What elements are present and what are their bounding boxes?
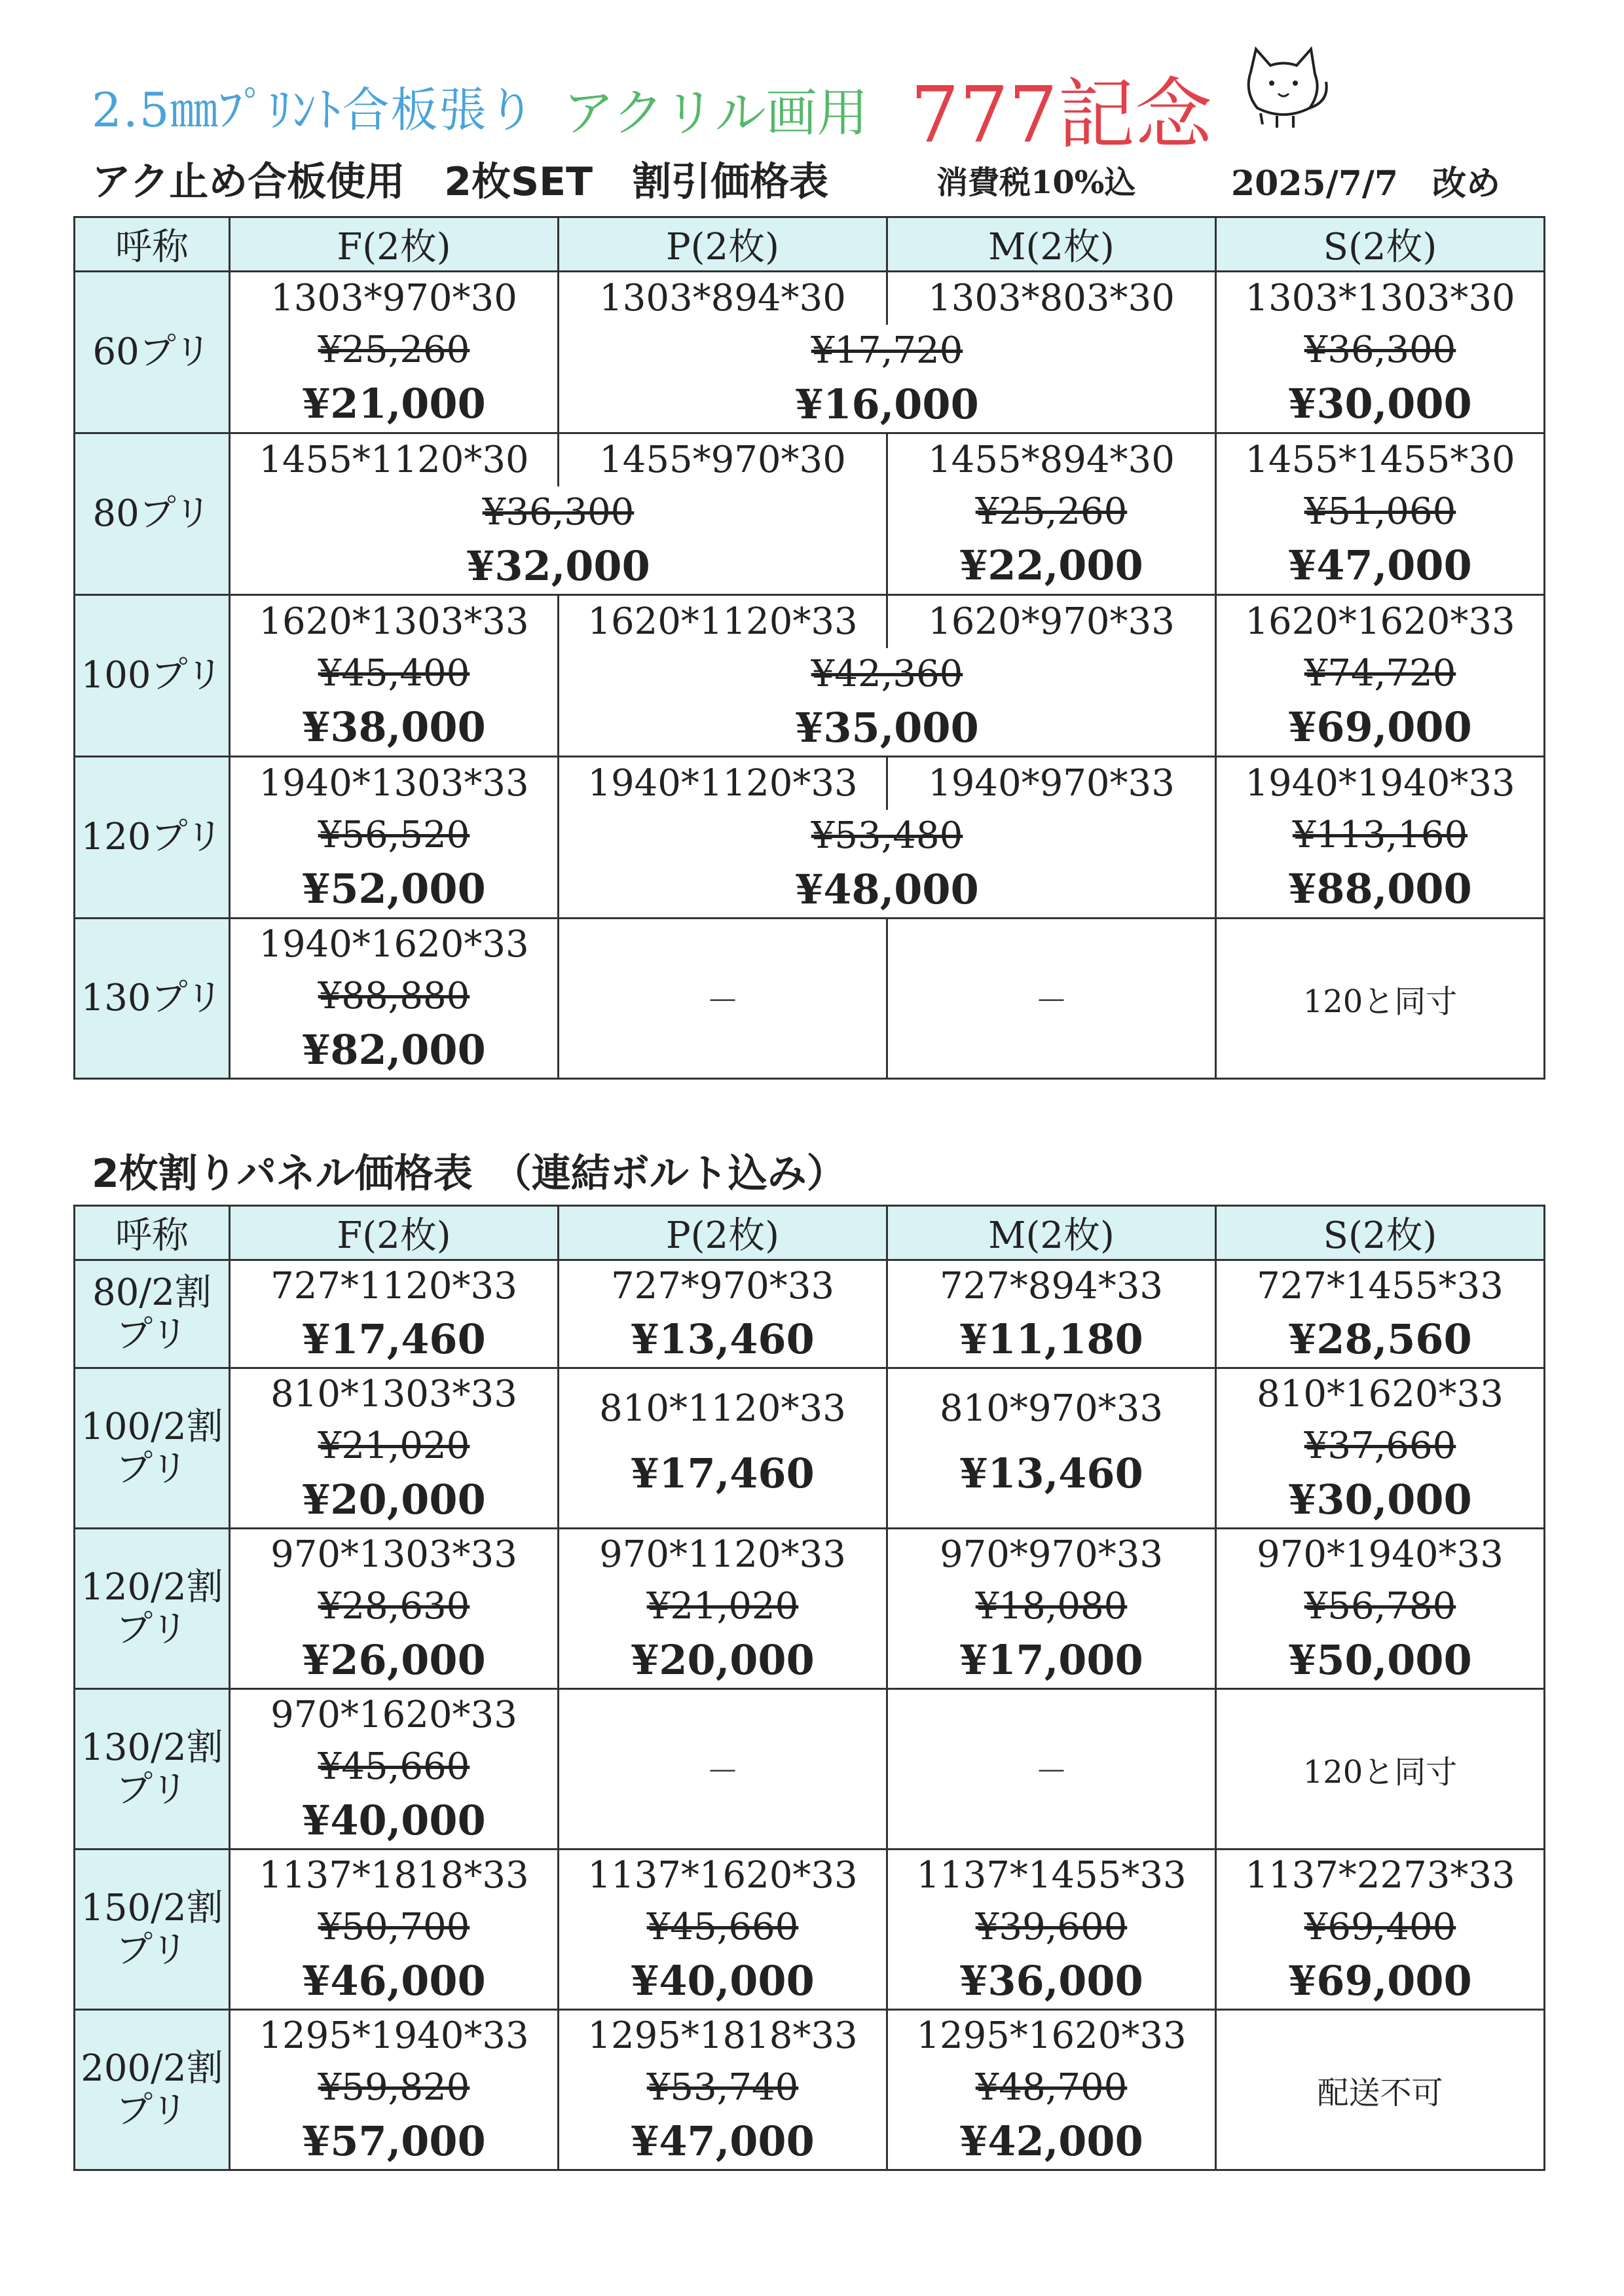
header-p: P(2枚) (559, 217, 887, 272)
cell-s (1216, 1260, 1545, 1368)
cell-s (1216, 1850, 1545, 2010)
cell-m-size (887, 272, 1216, 325)
sale-price: ¥35,000 (795, 704, 979, 752)
cell-p (559, 1850, 887, 2010)
row-name-line: プリ (116, 1313, 188, 1356)
cell-s (1216, 1368, 1545, 1529)
title-print-plywood: 2.5㎜ﾌﾟﾘﾝﾄ合板張り (92, 82, 536, 137)
size: 1620*1303*33 (259, 600, 529, 643)
old-price: ¥48,700 (975, 2066, 1128, 2109)
cell-f (230, 1529, 559, 1689)
header-name: 呼称 (75, 217, 230, 272)
row-name (75, 1689, 230, 1850)
old-price: ¥74,720 (1304, 652, 1456, 695)
header-p: P(2枚) (559, 1206, 887, 1260)
cell-p (559, 1529, 887, 1689)
old-price: ¥39,600 (975, 1906, 1128, 1948)
table-row (75, 433, 1545, 487)
cell-pm-price (559, 648, 1216, 757)
size: 1303*970*30 (270, 277, 517, 319)
cell-s-note: 120と同寸 (1216, 919, 1545, 1079)
sale-price: ¥36,000 (959, 1957, 1143, 2005)
sale-price: ¥50,000 (1288, 1636, 1472, 1684)
sale-price: ¥40,000 (302, 1796, 486, 1844)
cell-p-size (559, 757, 887, 811)
size: 970*1940*33 (1257, 1533, 1504, 1576)
sale-price: ¥38,000 (302, 703, 486, 751)
sale-price: ¥88,000 (1288, 865, 1472, 913)
old-price: ¥25,260 (975, 490, 1128, 533)
sale-price: ¥17,460 (631, 1449, 815, 1497)
price-table-2set (73, 216, 1545, 1080)
old-price: ¥113,160 (1292, 814, 1468, 856)
sale-price: ¥30,000 (1288, 1476, 1472, 1523)
old-price: ¥36,300 (482, 491, 635, 534)
old-price: ¥21,020 (646, 1585, 799, 1628)
row-name-line: プリ (116, 1929, 188, 1971)
size: 727*970*33 (610, 1265, 835, 1307)
cell-f (230, 595, 559, 757)
size: 1455*1455*30 (1245, 439, 1515, 481)
cell-p (559, 1260, 887, 1368)
size: 810*1303*33 (270, 1373, 517, 1415)
size: 1620*1620*33 (1245, 600, 1515, 643)
cell-s (1216, 595, 1545, 757)
size: 970*1120*33 (599, 1533, 846, 1576)
old-price: ¥17,720 (811, 329, 963, 372)
cell-fp-price (230, 486, 887, 595)
size: 1295*1620*33 (916, 2014, 1187, 2057)
size: 970*970*33 (939, 1533, 1164, 1576)
cell-s (1216, 757, 1545, 919)
cell-m-na: － (887, 919, 1216, 1079)
row-name (75, 1850, 230, 2010)
cell-m-size (887, 757, 1216, 811)
size: 1940*1940*33 (1245, 762, 1515, 805)
old-price: ¥56,780 (1304, 1585, 1456, 1628)
cell-m (887, 2010, 1216, 2170)
sale-price: ¥47,000 (1288, 541, 1472, 589)
sale-price: ¥17,000 (959, 1636, 1143, 1684)
header-m: M(2枚) (887, 1206, 1216, 1260)
size: 727*894*33 (939, 1265, 1164, 1307)
cell-s (1216, 272, 1545, 433)
old-price: ¥37,660 (1304, 1425, 1456, 1467)
row-name-line: 130/2割 (81, 1726, 223, 1769)
size: 1137*2273*33 (1245, 1854, 1515, 1897)
cell-s (1216, 433, 1545, 595)
cell-f (230, 1689, 559, 1850)
size: 1303*894*30 (599, 277, 846, 319)
size: 1137*1455*33 (916, 1854, 1187, 1897)
cell-p-size (559, 595, 887, 649)
cell-p (559, 1368, 887, 1529)
row-name-line: プリ (116, 2089, 188, 2132)
row-name: 100プリ (75, 595, 230, 757)
cell-s (1216, 1529, 1545, 1689)
size: 1303*803*30 (928, 277, 1175, 319)
table-row (75, 1850, 1545, 2010)
size: 1455*1120*30 (259, 439, 529, 481)
sale-price: ¥28,560 (1288, 1315, 1472, 1363)
row-name-line: 80/2割 (92, 1271, 212, 1314)
sale-price: ¥46,000 (302, 1957, 486, 2005)
cat-icon (1231, 36, 1336, 134)
sale-price: ¥30,000 (1288, 380, 1472, 428)
tax-note: 消費税10%込 (936, 164, 1136, 201)
sale-price: ¥82,000 (302, 1026, 486, 1074)
size: 970*1303*33 (270, 1533, 517, 1576)
old-price: ¥45,400 (318, 652, 470, 695)
cell-p (559, 2010, 887, 2170)
size: 1137*1620*33 (587, 1854, 858, 1897)
row-name-line: 120/2割 (81, 1566, 223, 1609)
old-price: ¥50,700 (318, 1906, 470, 1948)
old-price: ¥59,820 (318, 2066, 470, 2109)
header-name: 呼称 (75, 1206, 230, 1260)
size: 1137*1818*33 (259, 1854, 529, 1897)
cell-f (230, 1260, 559, 1368)
cell-f (230, 1850, 559, 2010)
sale-price: ¥69,000 (1288, 703, 1472, 751)
sale-price: ¥16,000 (795, 380, 979, 428)
cell-m (887, 433, 1216, 595)
row-name-line: プリ (116, 1448, 188, 1490)
table1-title: アク止め合板使用 2枚SET 割引価格表 (92, 159, 829, 205)
row-name: 80プリ (75, 433, 230, 595)
size: 1455*970*30 (599, 439, 846, 481)
sale-price: ¥40,000 (631, 1957, 815, 2005)
cell-pm-price (559, 810, 1216, 919)
old-price: ¥51,060 (1304, 490, 1456, 533)
sale-price: ¥13,460 (959, 1449, 1143, 1497)
sale-price: ¥26,000 (302, 1636, 486, 1684)
sale-price: ¥42,000 (959, 2117, 1143, 2165)
cell-m (887, 1850, 1216, 2010)
row-name (75, 1368, 230, 1529)
revision-date: 2025/7/7 改め (1231, 164, 1501, 204)
old-price: ¥25,260 (318, 329, 470, 371)
cell-s-note: 配送不可 (1216, 2010, 1545, 2170)
row-name-line: 150/2割 (81, 1887, 223, 1929)
size: 1295*1818*33 (587, 2014, 858, 2057)
size: 1940*970*33 (928, 762, 1175, 805)
header-s: S(2枚) (1216, 217, 1545, 272)
cell-m-na: － (887, 1689, 1216, 1850)
sale-price: ¥22,000 (959, 541, 1143, 589)
cell-f (230, 757, 559, 919)
sale-price: ¥20,000 (302, 1476, 486, 1523)
header-s: S(2枚) (1216, 1206, 1545, 1260)
title-line (92, 52, 1401, 160)
old-price: ¥45,660 (318, 1745, 470, 1788)
size: 727*1120*33 (270, 1265, 517, 1307)
old-price: ¥53,740 (646, 2066, 799, 2109)
old-price: ¥88,880 (318, 975, 470, 1017)
cell-m (887, 1368, 1216, 1529)
size: 810*1620*33 (1257, 1373, 1504, 1415)
cell-f (230, 919, 559, 1079)
old-price: ¥56,520 (318, 814, 470, 856)
old-price: ¥53,480 (811, 814, 963, 857)
title-777-commemoration: 777記念 (910, 69, 1213, 160)
row-name-line: プリ (116, 1608, 188, 1650)
price-table-split-panel (73, 1205, 1545, 2171)
sale-price: ¥11,180 (959, 1315, 1143, 1363)
cell-f (230, 1368, 559, 1529)
cell-f (230, 2010, 559, 2170)
sale-price: ¥21,000 (302, 380, 486, 428)
row-name-line: プリ (116, 1768, 188, 1811)
table2-title: 2枚割りパネル価格表 （連結ボルト込み） (92, 1151, 846, 1197)
table-row (75, 1689, 1545, 1850)
header-f: F(2枚) (230, 1206, 559, 1260)
cell-pm-price (559, 325, 1216, 433)
old-price: ¥42,360 (811, 653, 963, 695)
cell-p-na: － (559, 1689, 887, 1850)
old-price: ¥45,660 (646, 1906, 799, 1948)
size: 1940*1303*33 (259, 762, 529, 805)
size: 1455*894*30 (928, 439, 1175, 481)
size: 1620*1120*33 (587, 600, 858, 643)
old-price: ¥28,630 (318, 1585, 470, 1628)
cell-m (887, 1260, 1216, 1368)
cell-p-size (559, 433, 887, 487)
table-row (75, 2010, 1545, 2170)
size: 810*970*33 (939, 1387, 1164, 1430)
sale-price: ¥17,460 (302, 1315, 486, 1363)
size: 1940*1120*33 (587, 762, 858, 805)
cell-m-size (887, 595, 1216, 649)
row-name (75, 2010, 230, 2170)
size: 1940*1620*33 (259, 923, 529, 966)
cell-f (230, 272, 559, 433)
row-name-line: 100/2割 (81, 1406, 223, 1448)
sale-price: ¥69,000 (1288, 1957, 1472, 2005)
sale-price: ¥32,000 (466, 542, 650, 590)
cell-p-size (559, 272, 887, 325)
row-name (75, 1260, 230, 1368)
table-row (75, 272, 1545, 325)
table-row (75, 595, 1545, 649)
size: 1620*970*33 (928, 600, 1175, 643)
size: 970*1620*33 (270, 1694, 517, 1736)
old-price: ¥21,020 (318, 1425, 470, 1467)
table-row (75, 1529, 1545, 1689)
size: 1295*1940*33 (259, 2014, 529, 2057)
table-row (75, 1260, 1545, 1368)
row-name: 120プリ (75, 757, 230, 919)
table-row (75, 757, 1545, 811)
header-f: F(2枚) (230, 217, 559, 272)
size: 810*1120*33 (599, 1387, 846, 1430)
row-name: 60プリ (75, 272, 230, 433)
row-name: 130プリ (75, 919, 230, 1079)
sale-price: ¥20,000 (631, 1636, 815, 1684)
sale-price: ¥48,000 (795, 866, 979, 913)
size: 727*1455*33 (1257, 1265, 1504, 1307)
row-name-line: 200/2割 (81, 2047, 223, 2090)
cell-p-na: － (559, 919, 887, 1079)
old-price: ¥18,080 (975, 1585, 1128, 1628)
title-acrylic: アクリル画用 (563, 84, 868, 143)
sale-price: ¥57,000 (302, 2117, 486, 2165)
cell-m (887, 1529, 1216, 1689)
row-name (75, 1529, 230, 1689)
table-row (75, 919, 1545, 1079)
old-price: ¥36,300 (1304, 329, 1456, 371)
cell-s-note: 120と同寸 (1216, 1689, 1545, 1850)
size: 1303*1303*30 (1245, 277, 1515, 319)
header-m: M(2枚) (887, 217, 1216, 272)
sale-price: ¥47,000 (631, 2117, 815, 2165)
sale-price: ¥52,000 (302, 865, 486, 913)
old-price: ¥69,400 (1304, 1906, 1456, 1948)
table-row (75, 1368, 1545, 1529)
cell-f-size (230, 433, 559, 487)
sale-price: ¥13,460 (631, 1315, 815, 1363)
